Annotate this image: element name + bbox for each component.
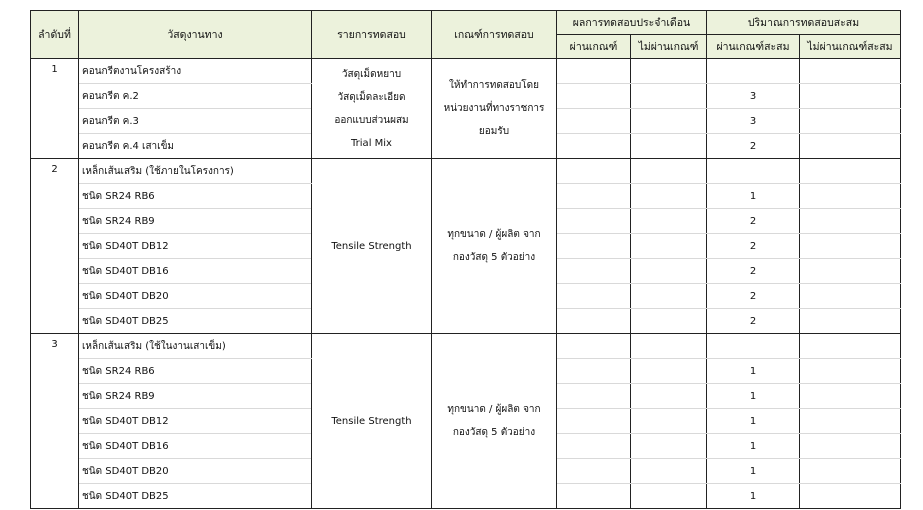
fail-cell [631,434,707,459]
fail-cumulative-cell [800,309,901,334]
pass-cumulative-cell: 1 [707,359,800,384]
pass-cell [557,159,631,184]
criteria-line: กองวัสดุ 5 ตัวอย่าง [452,252,536,263]
criteria-line: ยอมรับ [478,126,510,137]
pass-cell [557,409,631,434]
fail-cumulative-cell [800,359,901,384]
fail-cell [631,59,707,84]
material-cell: คอนกรีต ค.4 เสาเข็ม [79,134,312,159]
material-cell: ชนิด SR24 RB6 [79,359,312,384]
pass-cell [557,459,631,484]
fail-cumulative-cell [800,59,901,84]
material-cell: ชนิด SD40T DB16 [79,259,312,284]
fail-cumulative-cell [800,84,901,109]
test-item-line: วัสดุเม็ดหยาบ [341,68,402,80]
test-item-line: วัสดุเม็ดละเอียด [337,91,406,103]
fail-cell [631,359,707,384]
pass-cell [557,134,631,159]
pass-cell [557,184,631,209]
item-number: 3 [31,334,79,509]
pass-cell [557,234,631,259]
fail-cell [631,234,707,259]
fail-cumulative-cell [800,259,901,284]
material-cell: คอนกรีตงานโครงสร้าง [79,59,312,84]
material-test-table [30,10,901,509]
pass-cell [557,384,631,409]
header-no: ลำดับที่ [31,11,79,59]
fail-cell [631,309,707,334]
material-cell: ชนิด SD40T DB25 [79,309,312,334]
item-number: 1 [31,59,79,159]
criteria-line: หน่วยงานที่ทางราชการ [443,103,545,114]
item-number: 2 [31,159,79,334]
pass-cumulative-cell: 2 [707,134,800,159]
material-cell: ชนิด SR24 RB9 [79,209,312,234]
pass-cumulative-cell: 3 [707,84,800,109]
pass-cumulative-cell: 2 [707,234,800,259]
pass-cumulative-cell: 2 [707,259,800,284]
pass-cumulative-cell: 1 [707,184,800,209]
pass-cell [557,359,631,384]
test-item-line: Trial Mix [351,137,392,149]
pass-cell [557,209,631,234]
fail-cell [631,334,707,359]
material-cell: ชนิด SD40T DB12 [79,409,312,434]
pass-cumulative-cell: 2 [707,209,800,234]
pass-cell [557,434,631,459]
header-fail-cumulative: ไม่ผ่านเกณฑ์สะสม [800,35,901,59]
header-material: วัสดุงานทาง [79,11,312,59]
fail-cell [631,409,707,434]
fail-cumulative-cell [800,459,901,484]
pass-cumulative-cell: 1 [707,434,800,459]
criteria-line: ให้ทำการทดสอบโดย [449,80,539,91]
material-cell: ชนิด SD40T DB16 [79,434,312,459]
fail-cell [631,134,707,159]
pass-cumulative-cell: 1 [707,409,800,434]
material-cell: ชนิด SR24 RB9 [79,384,312,409]
fail-cumulative-cell [800,334,901,359]
table-body [31,59,901,509]
material-cell: คอนกรีต ค.3 [79,109,312,134]
material-cell: เหล็กเส้นเสริม (ใช้ภายในโครงการ) [79,159,312,184]
fail-cell [631,284,707,309]
table-row [31,59,901,84]
pass-cell [557,259,631,284]
fail-cumulative-cell [800,134,901,159]
material-cell: ชนิด SR24 RB6 [79,184,312,209]
fail-cumulative-cell [800,184,901,209]
criteria-line: ทุกขนาด / ผู้ผลิต จาก [447,229,541,240]
fail-cell [631,384,707,409]
pass-cumulative-cell [707,159,800,184]
criteria-cell [432,159,557,334]
pass-cell [557,484,631,509]
table-row [31,159,901,184]
fail-cell [631,184,707,209]
pass-cumulative-cell [707,59,800,84]
table-row [31,334,901,359]
header-pass: ผ่านเกณฑ์ [557,35,631,59]
pass-cumulative-cell: 2 [707,309,800,334]
pass-cell [557,84,631,109]
header-cumulative: ปริมาณการทดสอบสะสม [707,11,901,35]
fail-cell [631,484,707,509]
fail-cell [631,259,707,284]
fail-cumulative-cell [800,109,901,134]
material-cell: ชนิด SD40T DB20 [79,459,312,484]
material-cell: ชนิด SD40T DB12 [79,234,312,259]
fail-cumulative-cell [800,209,901,234]
fail-cumulative-cell [800,409,901,434]
header-pass-cumulative: ผ่านเกณฑ์สะสม [707,35,800,59]
material-cell: ชนิด SD40T DB20 [79,284,312,309]
header-monthly-results: ผลการทดสอบประจำเดือน [557,11,707,35]
fail-cell [631,459,707,484]
pass-cumulative-cell: 2 [707,284,800,309]
pass-cumulative-cell: 1 [707,384,800,409]
fail-cumulative-cell [800,384,901,409]
pass-cell [557,109,631,134]
pass-cell [557,309,631,334]
material-cell: ชนิด SD40T DB25 [79,484,312,509]
fail-cumulative-cell [800,284,901,309]
pass-cell [557,334,631,359]
material-cell: เหล็กเส้นเสริม (ใช้ในงานเสาเข็ม) [79,334,312,359]
header-criteria: เกณฑ์การทดสอบ [432,11,557,59]
header-fail: ไม่ผ่านเกณฑ์ [631,35,707,59]
criteria-line: ทุกขนาด / ผู้ผลิต จาก [447,404,541,415]
fail-cell [631,209,707,234]
pass-cumulative-cell: 3 [707,109,800,134]
fail-cumulative-cell [800,159,901,184]
test-item-cell [312,59,432,159]
fail-cumulative-cell [800,234,901,259]
fail-cumulative-cell [800,434,901,459]
pass-cumulative-cell: 1 [707,484,800,509]
test-item-line: ออกแบบส่วนผสม [334,114,409,126]
test-item-line: Tensile Strength [331,415,412,427]
criteria-cell [432,59,557,159]
test-item-line: Tensile Strength [331,240,412,252]
criteria-cell [432,334,557,509]
fail-cell [631,84,707,109]
test-item-cell [312,159,432,334]
pass-cumulative-cell [707,334,800,359]
material-cell: คอนกรีต ค.2 [79,84,312,109]
criteria-line: กองวัสดุ 5 ตัวอย่าง [452,427,536,438]
fail-cumulative-cell [800,484,901,509]
fail-cell [631,159,707,184]
header-test-item: รายการทดสอบ [312,11,432,59]
pass-cell [557,284,631,309]
pass-cumulative-cell: 1 [707,459,800,484]
fail-cell [631,109,707,134]
test-item-cell [312,334,432,509]
pass-cell [557,59,631,84]
